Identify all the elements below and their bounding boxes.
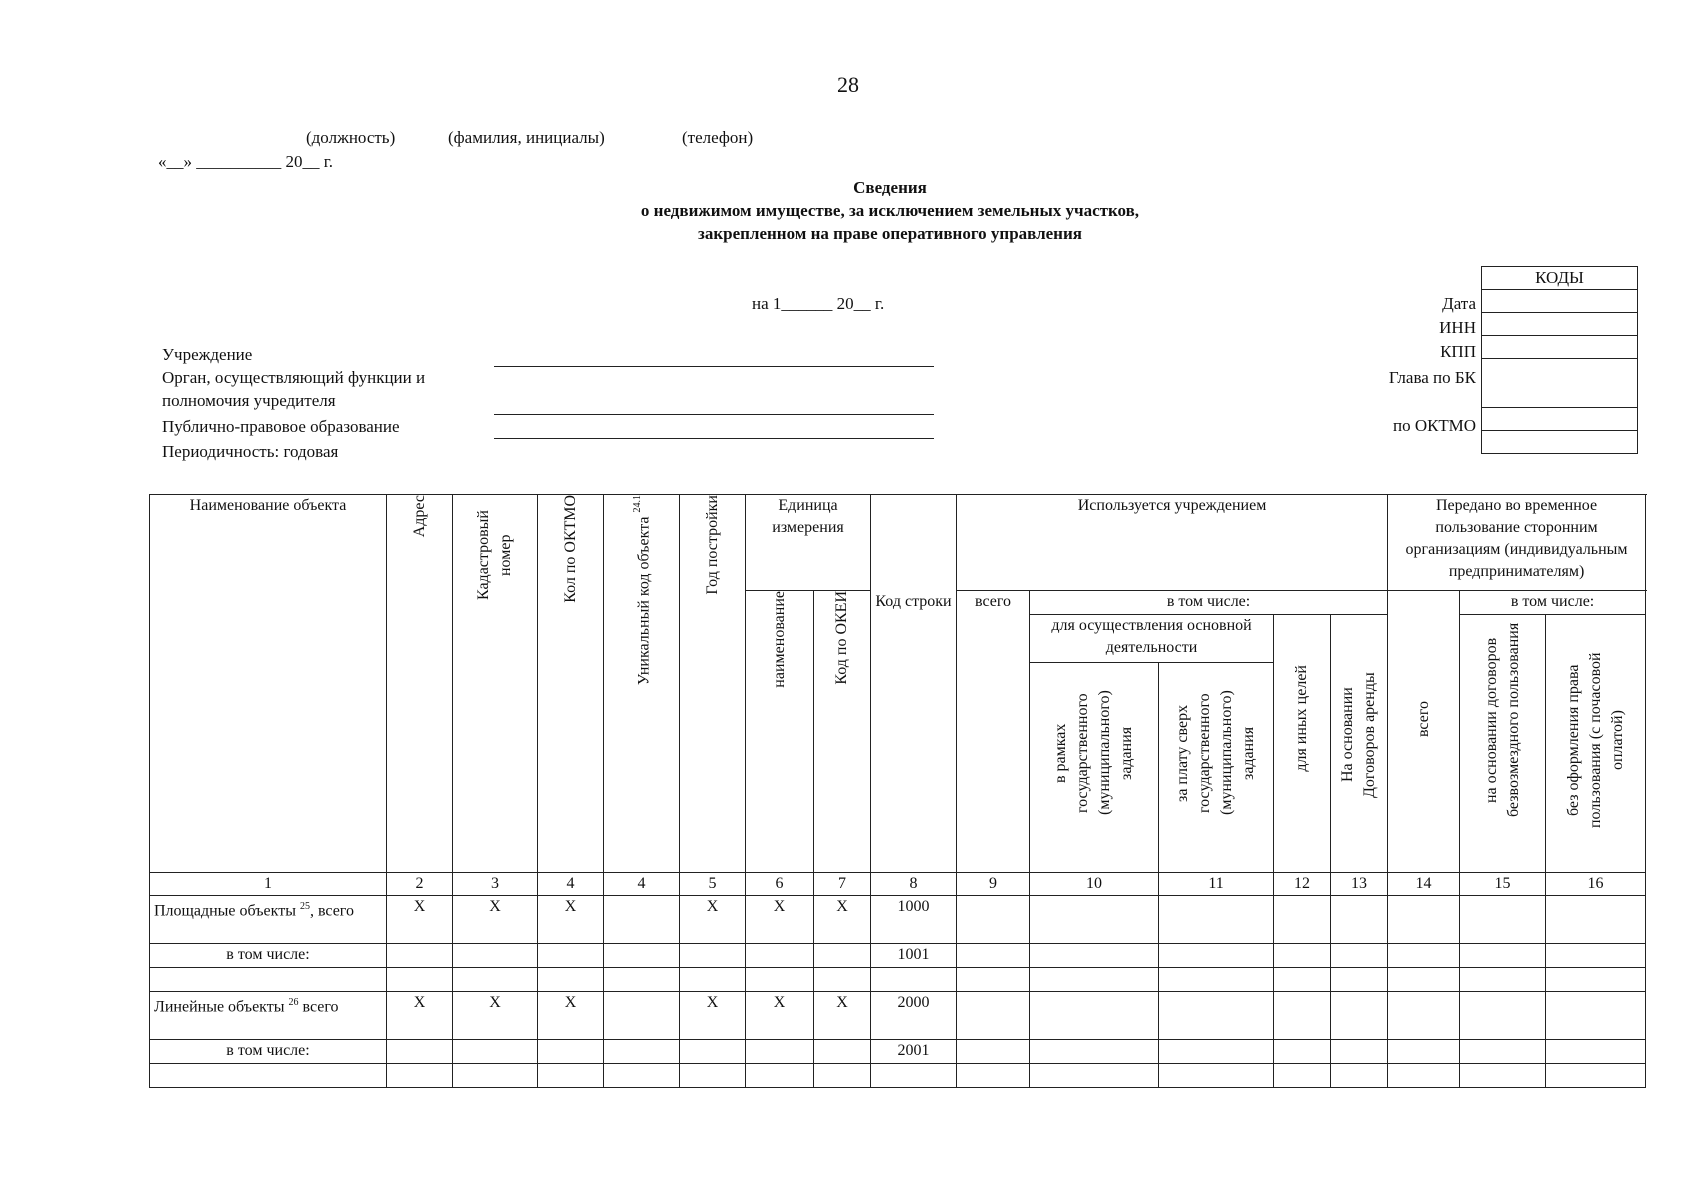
header-used-text: Используется учреждением — [1077, 497, 1267, 514]
header-transferred-total-text: всего — [1414, 701, 1432, 738]
header-object-name — [150, 495, 387, 873]
header-object-name-text: Наименование объекта — [189, 497, 347, 514]
table-cell[interactable] — [453, 944, 538, 968]
table-cell[interactable] — [1546, 1064, 1646, 1088]
table-cell[interactable] — [680, 944, 746, 968]
codes-kpp-label: КПП — [1440, 342, 1476, 361]
header-transferred-total — [1388, 591, 1460, 873]
municipality-label: Публично-правовое образование — [162, 417, 400, 436]
table-cell[interactable] — [1546, 992, 1646, 1040]
header-paid-over-task — [1159, 663, 1274, 873]
object-name-cell[interactable] — [150, 1064, 387, 1088]
table-cell[interactable]: X — [387, 992, 453, 1040]
table-cell[interactable] — [1460, 944, 1546, 968]
table-cell[interactable] — [538, 968, 604, 992]
col-number: 9 — [957, 873, 1030, 896]
signature-name-label: (фамилия, инициалы) — [448, 128, 605, 147]
table-cell[interactable] — [1460, 1040, 1546, 1064]
header-free-use-text: на основании договоров безвозмездного пользования — [1482, 622, 1522, 818]
title-line-3: закрепленном на праве оперативного управления — [698, 224, 1082, 243]
table-cell[interactable] — [680, 1040, 746, 1064]
title-line-2: о недвижимом имуществе, за исключением земельных участков, — [640, 201, 1140, 220]
header-state-task-text: в рамках государственного (муниципального) задания — [1052, 690, 1136, 816]
table-cell[interactable]: X — [538, 992, 604, 1040]
header-free-use — [1460, 615, 1546, 873]
table-cell[interactable] — [1546, 968, 1646, 992]
table-cell[interactable] — [746, 1064, 814, 1088]
table-cell[interactable] — [1388, 992, 1460, 1040]
table-cell[interactable] — [871, 968, 957, 992]
table-cell[interactable] — [1159, 944, 1274, 968]
table-cell[interactable]: 2000 — [871, 992, 957, 1040]
table-cell[interactable] — [1388, 896, 1460, 944]
header-paid-over-task-text: за плату сверх государственного (муниципального) задания — [1174, 690, 1258, 816]
table-cell[interactable] — [1546, 944, 1646, 968]
object-name-cell[interactable] — [150, 992, 387, 1040]
table-cell[interactable] — [1546, 896, 1646, 944]
codes-inn-label: ИНН — [1439, 318, 1476, 337]
header-lease — [1331, 615, 1388, 873]
table-cell[interactable]: X — [680, 896, 746, 944]
document-title — [0, 176, 1696, 245]
table-cell[interactable] — [1331, 1064, 1388, 1088]
header-transferred-text: Передано во временное пользование сторонним организациям (индивидуальным предпринимателям) — [1405, 497, 1628, 580]
table-cell[interactable] — [1274, 968, 1331, 992]
col-number: 15 — [1460, 873, 1546, 896]
col-number: 2 — [387, 873, 453, 896]
code-inn-field[interactable] — [1482, 313, 1638, 336]
table-cell[interactable] — [1030, 968, 1159, 992]
table-body — [150, 896, 1646, 1088]
footnote-marker: 25 — [299, 901, 310, 912]
table-cell[interactable] — [1388, 1064, 1460, 1088]
table-cell[interactable] — [1460, 896, 1546, 944]
table-row — [150, 1040, 1646, 1064]
table-cell[interactable] — [957, 1064, 1030, 1088]
table-cell[interactable]: 1000 — [871, 896, 957, 944]
table-cell[interactable] — [1159, 1064, 1274, 1088]
table-cell[interactable] — [1274, 1064, 1331, 1088]
col-number: 12 — [1274, 873, 1331, 896]
signature-phone-label: (телефон) — [682, 128, 754, 147]
object-name-text: Площадные объекты — [154, 902, 296, 920]
code-glava-field[interactable] — [1482, 359, 1638, 408]
table-cell[interactable] — [1159, 968, 1274, 992]
table-cell[interactable] — [957, 1040, 1030, 1064]
table-cell[interactable] — [538, 944, 604, 968]
table-cell[interactable] — [1274, 1040, 1331, 1064]
table-cell[interactable]: X — [680, 992, 746, 1040]
header-cadastral-text: Кадастровый номер — [475, 510, 514, 600]
header-unique-code — [604, 495, 680, 873]
table-cell[interactable] — [814, 944, 871, 968]
header-oktmo-text: Кол по ОКТМО — [561, 495, 579, 603]
table-cell[interactable] — [1274, 896, 1331, 944]
table-cell[interactable] — [1460, 1064, 1546, 1088]
code-oktmo-field[interactable] — [1482, 408, 1638, 431]
date-line: «__» __________ 20__ г. — [158, 152, 334, 171]
codes-date-label: Дата — [1442, 294, 1476, 313]
code-kpp-field[interactable] — [1482, 336, 1638, 359]
col-number: 16 — [1546, 873, 1646, 896]
table-row — [150, 968, 1646, 992]
table-cell[interactable] — [604, 944, 680, 968]
col-number: 11 — [1159, 873, 1274, 896]
table-cell[interactable] — [814, 968, 871, 992]
codes-table — [1481, 266, 1638, 454]
table-cell[interactable] — [604, 992, 680, 1040]
table-cell[interactable] — [1388, 1040, 1460, 1064]
page-number: 28 — [837, 72, 859, 97]
col-number: 6 — [746, 873, 814, 896]
table-cell[interactable] — [1331, 896, 1388, 944]
table-cell[interactable] — [1331, 1040, 1388, 1064]
col-number: 8 — [871, 873, 957, 896]
table-cell[interactable] — [604, 1040, 680, 1064]
object-name-cell[interactable] — [150, 968, 387, 992]
object-name-cell[interactable]: в том числе: — [150, 944, 387, 968]
table-cell[interactable]: 1001 — [871, 944, 957, 968]
table-cell[interactable] — [1388, 944, 1460, 968]
table-cell[interactable] — [680, 968, 746, 992]
header-used-incl — [1030, 591, 1388, 615]
code-extra-field[interactable] — [1482, 431, 1638, 454]
table-cell[interactable] — [746, 968, 814, 992]
header-row-code-text: Код строки — [875, 593, 952, 610]
table-cell[interactable] — [1331, 992, 1388, 1040]
header-state-task — [1030, 663, 1159, 873]
table-cell[interactable] — [387, 1064, 453, 1088]
column-numbers-row — [150, 873, 1646, 896]
table-cell[interactable] — [680, 1064, 746, 1088]
table-cell[interactable] — [1159, 1040, 1274, 1064]
signature-position-label: (должность) — [306, 128, 396, 147]
header-other-purposes-text: для иных целей — [1293, 665, 1311, 772]
table-cell[interactable] — [746, 1040, 814, 1064]
table-cell[interactable] — [957, 992, 1030, 1040]
table-cell[interactable] — [814, 1064, 871, 1088]
institution-field[interactable] — [494, 366, 934, 367]
object-name-tail: всего — [298, 998, 339, 1016]
table-cell[interactable] — [814, 1040, 871, 1064]
table-cell[interactable] — [1030, 1040, 1159, 1064]
title-line-1: Сведения — [853, 178, 927, 197]
header-unit-okei — [814, 591, 871, 873]
col-number: 4 — [538, 873, 604, 896]
table-cell[interactable] — [1159, 992, 1274, 1040]
codes-glava-label: Глава по БК — [1388, 368, 1476, 387]
table-cell[interactable] — [1546, 1040, 1646, 1064]
header-oktmo — [538, 495, 604, 873]
table-cell[interactable]: X — [746, 896, 814, 944]
header-unit-okei-text: Код по ОКЕИ — [833, 591, 850, 685]
table-cell[interactable]: X — [814, 992, 871, 1040]
authority-label-line2: полномочия учредителя — [162, 391, 336, 410]
table-cell[interactable] — [746, 944, 814, 968]
header-lease-text: На основании Договоров аренды — [1339, 672, 1379, 798]
table-cell[interactable]: 2001 — [871, 1040, 957, 1064]
table-cell[interactable] — [1331, 944, 1388, 968]
header-used — [957, 495, 1388, 591]
table-cell[interactable] — [387, 968, 453, 992]
footnote-marker: 26 — [288, 997, 299, 1008]
header-main-activity-text: для осуществления основной деятельности — [1051, 617, 1252, 656]
object-name-cell[interactable]: в том числе: — [150, 1040, 387, 1064]
table-cell[interactable] — [604, 1064, 680, 1088]
table-cell[interactable] — [453, 1040, 538, 1064]
table-cell[interactable] — [957, 968, 1030, 992]
header-other-purposes — [1274, 615, 1331, 873]
codes-oktmo-label: по ОКТМО — [1392, 416, 1476, 435]
header-transferred-incl — [1460, 591, 1646, 615]
col-number: 1 — [150, 873, 387, 896]
table-cell[interactable] — [1030, 992, 1159, 1040]
header-unit — [746, 495, 871, 591]
col-number: 4 — [604, 873, 680, 896]
header-no-registration — [1546, 615, 1646, 873]
table-cell[interactable] — [1030, 896, 1159, 944]
header-transferred-incl-text: в том числе: — [1510, 593, 1595, 610]
periodicity-label: Периодичность: годовая — [162, 442, 339, 461]
code-date-field[interactable] — [1482, 290, 1638, 313]
col-number: 5 — [680, 873, 746, 896]
table-cell[interactable] — [604, 896, 680, 944]
object-name-text: Линейные объекты — [154, 998, 285, 1016]
table-cell[interactable] — [957, 896, 1030, 944]
header-no-registration-text: без оформления права пользования (с почасовой оплатой) — [1564, 652, 1626, 828]
header-address — [387, 495, 453, 873]
header-used-total-text: всего — [975, 593, 1012, 610]
table-cell[interactable] — [453, 968, 538, 992]
table-cell[interactable] — [957, 944, 1030, 968]
header-unit-text: Единица измерения — [772, 497, 844, 536]
table-row — [150, 944, 1646, 968]
object-name-tail: , всего — [309, 902, 354, 920]
authority-label-line1: Орган, осуществляющий функции и — [162, 368, 426, 387]
table-cell[interactable]: X — [453, 992, 538, 1040]
header-transferred — [1388, 495, 1646, 591]
header-main-activity — [1030, 615, 1274, 663]
table-cell[interactable] — [1274, 992, 1331, 1040]
property-table — [149, 494, 1646, 1088]
table-cell[interactable]: X — [746, 992, 814, 1040]
municipality-field[interactable] — [494, 438, 934, 439]
table-cell[interactable] — [1030, 1064, 1159, 1088]
table-cell[interactable]: X — [453, 896, 538, 944]
table-cell[interactable] — [1460, 992, 1546, 1040]
col-number: 10 — [1030, 873, 1159, 896]
table-cell[interactable]: X — [387, 896, 453, 944]
table-row — [150, 1064, 1646, 1088]
header-year — [680, 495, 746, 873]
table-cell[interactable] — [538, 1040, 604, 1064]
table-cell[interactable] — [453, 1064, 538, 1088]
table-cell[interactable] — [1159, 896, 1274, 944]
header-row-code — [871, 495, 957, 873]
header-unit-name — [746, 591, 814, 873]
authority-field[interactable] — [494, 414, 934, 415]
col-number: 14 — [1388, 873, 1460, 896]
footnote-24-1: 24.1 — [632, 495, 644, 513]
table-cell[interactable] — [387, 1040, 453, 1064]
table-row — [150, 992, 1646, 1040]
header-address-text: Адрес — [410, 495, 428, 538]
table-cell[interactable]: X — [538, 896, 604, 944]
header-used-total — [957, 591, 1030, 873]
table-cell[interactable] — [387, 944, 453, 968]
institution-label: Учреждение — [162, 345, 253, 364]
table-row — [150, 896, 1646, 944]
codes-header: КОДЫ — [1482, 267, 1638, 290]
header-used-incl-text: в том числе: — [1166, 593, 1251, 610]
object-name-cell[interactable] — [150, 896, 387, 944]
table-cell[interactable] — [604, 968, 680, 992]
col-number: 7 — [814, 873, 871, 896]
header-unique-code-text: Уникальный код объекта — [635, 516, 653, 686]
header-year-text: Год постройки — [703, 495, 721, 595]
table-cell[interactable] — [1274, 944, 1331, 968]
report-date: на 1______ 20__ г. — [752, 294, 885, 313]
table-cell[interactable] — [1030, 944, 1159, 968]
col-number: 13 — [1331, 873, 1388, 896]
table-cell[interactable] — [871, 1064, 957, 1088]
table-cell[interactable]: X — [814, 896, 871, 944]
table-cell[interactable] — [538, 1064, 604, 1088]
table-cell[interactable] — [1460, 968, 1546, 992]
col-number: 3 — [453, 873, 538, 896]
header-unit-name-text: наименование — [770, 591, 788, 688]
table-cell[interactable] — [1388, 968, 1460, 992]
header-cadastral — [453, 495, 538, 873]
table-cell[interactable] — [1331, 968, 1388, 992]
